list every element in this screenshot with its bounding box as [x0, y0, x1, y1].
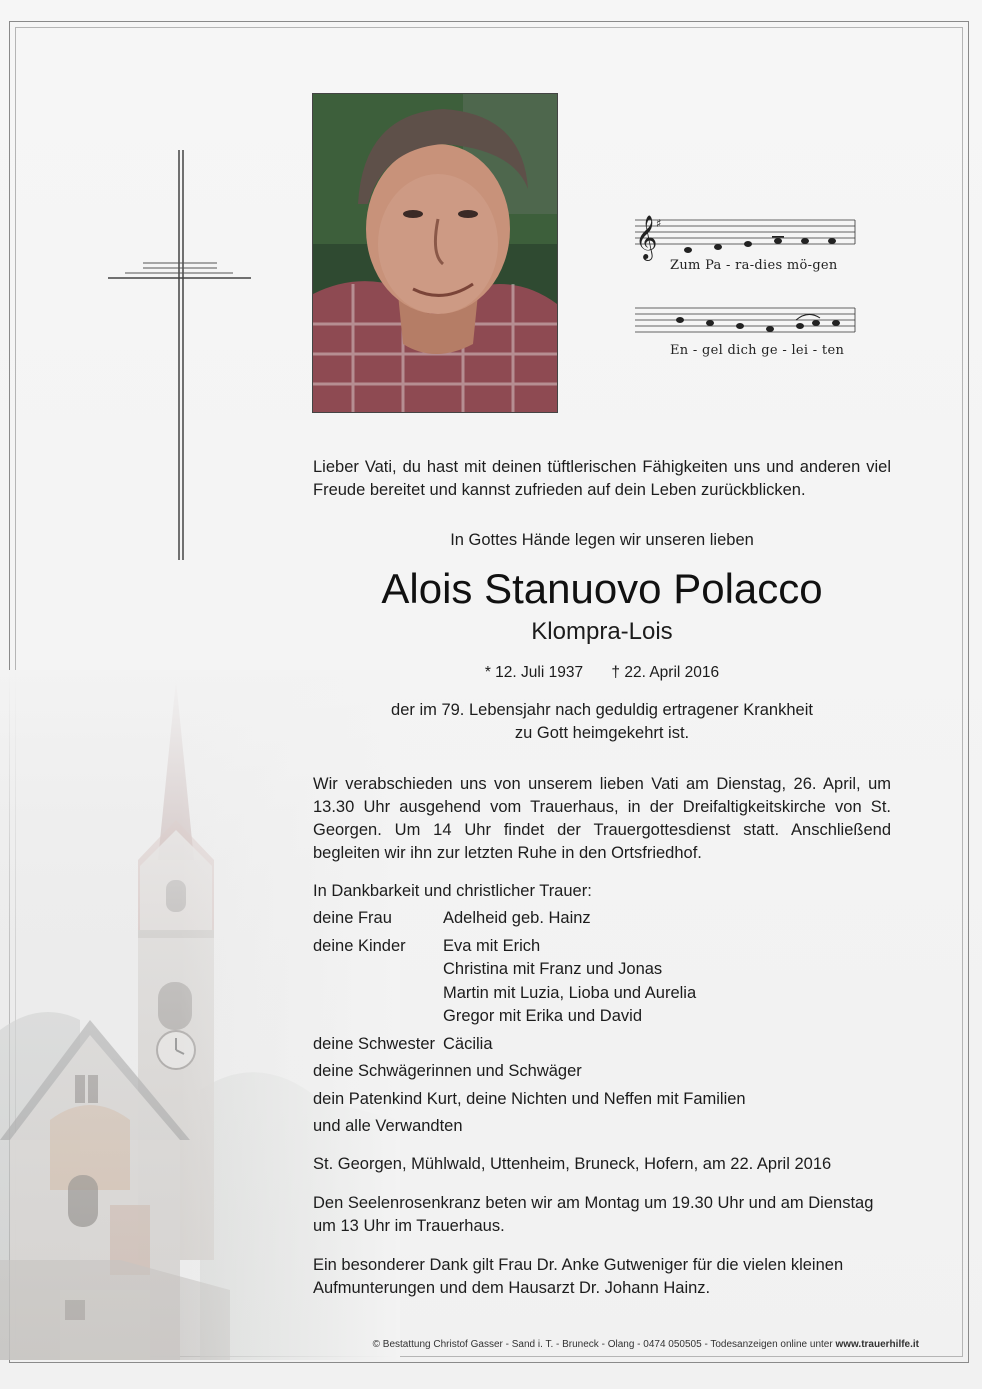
- lyric-line-2: En - gel dich ge - lei - ten: [670, 343, 845, 358]
- place-date: St. Georgen, Mühlwald, Uttenheim, Bruneck, Hofern, am 22. April 2016: [313, 1155, 832, 1173]
- special-thanks: Ein besonderer Dank gilt Frau Dr. Anke Gutweniger für die vielen kleinen Aufmunterungen und dem Hausarzt Dr. Johann Hainz.: [313, 1256, 844, 1297]
- lebensjahr-line-2: zu Gott heimgekehrt ist.: [514, 724, 690, 742]
- lyric-line-1: Zum Pa - ra-dies mö-gen: [670, 258, 838, 273]
- child-item: Christina mit Franz und Jonas: [443, 960, 663, 978]
- footer: [313, 1339, 919, 1350]
- svg-text:𝄞: 𝄞: [635, 215, 658, 259]
- wife-role: deine Frau: [313, 909, 392, 927]
- nickname: Klompra-Lois: [531, 618, 673, 645]
- lebensjahr-text: [313, 699, 891, 745]
- godchild: dein Patenkind Kurt, deine Nichten und Neffen mit Familien: [313, 1089, 746, 1108]
- lebensjahr-line-1: der im 79. Lebensjahr nach geduldig ertragener Krankheit: [391, 701, 813, 719]
- deceased-name: Alois Stanuovo Polacco: [381, 565, 823, 612]
- relatives: und alle Verwandten: [313, 1117, 463, 1135]
- child-item: Eva mit Erich: [443, 936, 541, 955]
- rosary-text: Den Seelenrosenkranz beten wir am Montag um 19.30 Uhr und am Dienstag um 13 Uhr im Trauerhaus.: [313, 1194, 874, 1235]
- children-names: [443, 935, 891, 1029]
- death-date: † 22. April 2016: [611, 664, 720, 681]
- farewell-text: Wir verabschieden uns von unserem lieben Vati am Dienstag, 26. April, um 13.30 Uhr ausgehend vom Trauerhaus, in der Dreifaltigkeitskirche von St. Georgen. Um 14 Uhr findet der Trauergottesdienst statt. Anschließend begleiten wir ihn zur letzten Ruhe in den Ortsfriedhof.: [313, 775, 891, 862]
- sister-role: deine Schwester: [313, 1034, 435, 1053]
- life-dates: [313, 664, 891, 682]
- children-role: deine Kinder: [313, 936, 406, 955]
- cross-icon: [105, 148, 255, 563]
- legen-text: In Gottes Hände legen wir unseren lieben: [450, 531, 754, 549]
- family-list: [313, 907, 891, 1139]
- in-laws: deine Schwägerinnen und Schwäger: [313, 1062, 582, 1080]
- family-row-sister: [313, 1033, 891, 1057]
- child-item: Martin mit Luzia, Lioba und Aurelia: [443, 983, 697, 1002]
- birth-date: * 12. Juli 1937: [484, 664, 584, 681]
- family-row-children: [313, 935, 891, 1029]
- wife-name: Adelheid geb. Hainz: [443, 909, 591, 927]
- family-row-wife: [313, 907, 891, 931]
- footer-text: © Bestattung Christof Gasser - Sand i. T. - Bruneck - Olang - 0474 050505 - Todesanzeigen online unter: [372, 1339, 836, 1350]
- intro-text: Lieber Vati, du hast mit deinen tüftlerischen Fähigkeiten uns und anderen viel Freude bereitet und kannst zufrieden auf dein Leben zurückblicken.: [313, 458, 891, 499]
- portrait-photo: [312, 93, 558, 413]
- sister-name: Cäcilia: [443, 1034, 493, 1053]
- footer-link[interactable]: www.trauerhilfe.it: [835, 1339, 919, 1350]
- child-item: Gregor mit Erika und David: [443, 1007, 642, 1025]
- svg-text:♯: ♯: [656, 217, 662, 230]
- thanks-intro: In Dankbarkeit und christlicher Trauer:: [313, 882, 592, 900]
